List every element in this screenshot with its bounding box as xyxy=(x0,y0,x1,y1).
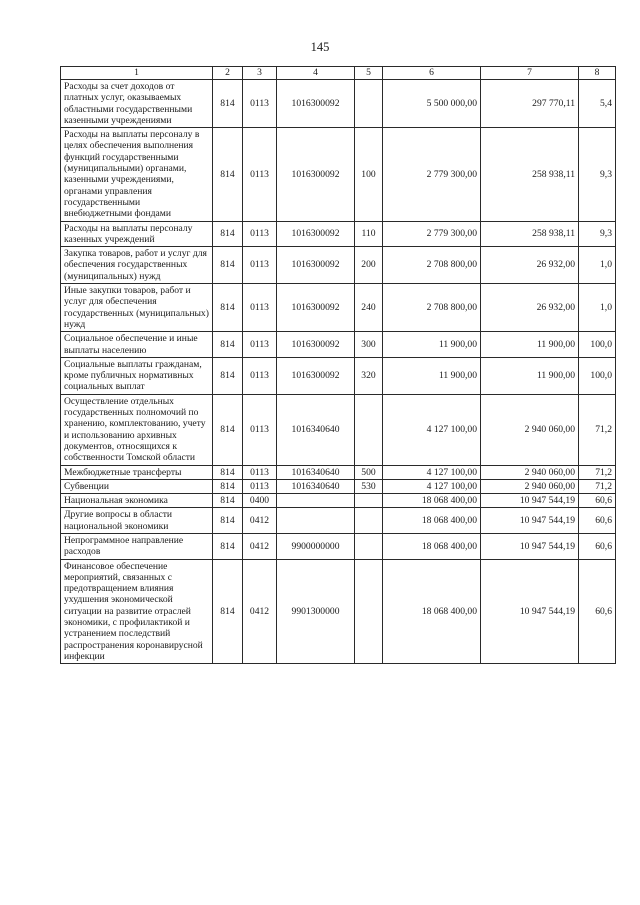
row-grbs-code: 814 xyxy=(213,284,243,332)
row-fact-amount: 2 940 060,00 xyxy=(481,465,579,479)
row-plan-amount: 18 068 400,00 xyxy=(383,508,481,534)
row-grbs-code: 814 xyxy=(213,508,243,534)
row-plan-amount: 2 779 300,00 xyxy=(383,128,481,221)
row-percent: 60,6 xyxy=(579,533,616,559)
row-percent: 1,0 xyxy=(579,284,616,332)
row-percent: 9,3 xyxy=(579,221,616,247)
table-row xyxy=(61,221,616,247)
row-name: Осуществление отдельных государственных полномочий по хранению, комплектованию, учету и использованию архивных документов, относящихся к собственности Томской области xyxy=(61,394,213,465)
budget-table xyxy=(60,66,616,664)
row-section-code: 0113 xyxy=(243,128,277,221)
row-plan-amount: 2 708 800,00 xyxy=(383,284,481,332)
row-grbs-code: 814 xyxy=(213,465,243,479)
table-body xyxy=(61,80,616,664)
row-percent: 71,2 xyxy=(579,465,616,479)
row-grbs-code: 814 xyxy=(213,559,243,664)
row-fact-amount: 11 900,00 xyxy=(481,357,579,394)
row-expense-type: 530 xyxy=(355,479,383,493)
table-row xyxy=(61,80,616,128)
row-name: Национальная экономика xyxy=(61,494,213,508)
row-expense-type: 320 xyxy=(355,357,383,394)
row-target-code: 1016300092 xyxy=(277,332,355,358)
row-name: Закупка товаров, работ и услуг для обеспечения государственных (муниципальных) нужд xyxy=(61,247,213,284)
row-target-code: 1016300092 xyxy=(277,128,355,221)
row-plan-amount: 4 127 100,00 xyxy=(383,394,481,465)
row-section-code: 0113 xyxy=(243,284,277,332)
row-section-code: 0113 xyxy=(243,394,277,465)
row-section-code: 0113 xyxy=(243,357,277,394)
row-percent: 60,6 xyxy=(579,559,616,664)
row-expense-type xyxy=(355,508,383,534)
column-header: 7 xyxy=(481,67,579,80)
table-row xyxy=(61,247,616,284)
row-section-code: 0412 xyxy=(243,508,277,534)
row-target-code: 1016300092 xyxy=(277,357,355,394)
row-name: Расходы на выплаты персоналу казенных учреждений xyxy=(61,221,213,247)
row-fact-amount: 258 938,11 xyxy=(481,128,579,221)
row-name: Иные закупки товаров, работ и услуг для обеспечения государственных (муниципальных) нужд xyxy=(61,284,213,332)
row-plan-amount: 18 068 400,00 xyxy=(383,533,481,559)
row-section-code: 0412 xyxy=(243,559,277,664)
row-section-code: 0113 xyxy=(243,80,277,128)
row-plan-amount: 5 500 000,00 xyxy=(383,80,481,128)
row-percent: 1,0 xyxy=(579,247,616,284)
row-target-code: 1016340640 xyxy=(277,465,355,479)
row-grbs-code: 814 xyxy=(213,221,243,247)
row-percent: 60,6 xyxy=(579,494,616,508)
row-section-code: 0412 xyxy=(243,533,277,559)
row-target-code: 1016340640 xyxy=(277,479,355,493)
row-fact-amount: 10 947 544,19 xyxy=(481,494,579,508)
row-percent: 100,0 xyxy=(579,332,616,358)
row-fact-amount: 26 932,00 xyxy=(481,247,579,284)
row-grbs-code: 814 xyxy=(213,394,243,465)
row-percent: 100,0 xyxy=(579,357,616,394)
row-fact-amount: 2 940 060,00 xyxy=(481,394,579,465)
row-expense-type: 300 xyxy=(355,332,383,358)
table-row xyxy=(61,284,616,332)
column-header: 4 xyxy=(277,67,355,80)
row-expense-type: 200 xyxy=(355,247,383,284)
row-percent: 71,2 xyxy=(579,479,616,493)
column-header: 1 xyxy=(61,67,213,80)
column-header: 3 xyxy=(243,67,277,80)
row-name: Расходы за счет доходов от платных услуг, оказываемых областными государственными казенными учреждениями xyxy=(61,80,213,128)
row-target-code xyxy=(277,508,355,534)
row-name: Социальное обеспечение и иные выплаты населению xyxy=(61,332,213,358)
row-percent: 9,3 xyxy=(579,128,616,221)
table-row xyxy=(61,508,616,534)
row-percent: 71,2 xyxy=(579,394,616,465)
table-row xyxy=(61,479,616,493)
row-expense-type xyxy=(355,80,383,128)
row-expense-type xyxy=(355,559,383,664)
row-plan-amount: 11 900,00 xyxy=(383,357,481,394)
row-expense-type: 240 xyxy=(355,284,383,332)
row-fact-amount: 26 932,00 xyxy=(481,284,579,332)
column-header: 2 xyxy=(213,67,243,80)
row-section-code: 0400 xyxy=(243,494,277,508)
table-row xyxy=(61,533,616,559)
row-target-code: 1016300092 xyxy=(277,247,355,284)
row-name: Финансовое обеспечение мероприятий, связанных с предотвращением влияния ухудшения экономической ситуации на развитие отраслей экономики, с профилактикой и устранением последствий распространения коронавирусной инфекции xyxy=(61,559,213,664)
row-section-code: 0113 xyxy=(243,247,277,284)
column-header: 5 xyxy=(355,67,383,80)
row-name: Субвенции xyxy=(61,479,213,493)
row-fact-amount: 11 900,00 xyxy=(481,332,579,358)
row-plan-amount: 4 127 100,00 xyxy=(383,479,481,493)
row-fact-amount: 297 770,11 xyxy=(481,80,579,128)
row-grbs-code: 814 xyxy=(213,247,243,284)
row-expense-type xyxy=(355,533,383,559)
row-section-code: 0113 xyxy=(243,465,277,479)
row-fact-amount: 2 940 060,00 xyxy=(481,479,579,493)
row-percent: 5,4 xyxy=(579,80,616,128)
row-section-code: 0113 xyxy=(243,479,277,493)
row-expense-type: 110 xyxy=(355,221,383,247)
row-plan-amount: 2 708 800,00 xyxy=(383,247,481,284)
row-grbs-code: 814 xyxy=(213,533,243,559)
row-plan-amount: 4 127 100,00 xyxy=(383,465,481,479)
row-grbs-code: 814 xyxy=(213,479,243,493)
row-fact-amount: 258 938,11 xyxy=(481,221,579,247)
row-plan-amount: 18 068 400,00 xyxy=(383,494,481,508)
column-header: 6 xyxy=(383,67,481,80)
table-row xyxy=(61,332,616,358)
row-expense-type: 100 xyxy=(355,128,383,221)
table-row xyxy=(61,494,616,508)
row-expense-type xyxy=(355,394,383,465)
row-grbs-code: 814 xyxy=(213,332,243,358)
row-plan-amount: 18 068 400,00 xyxy=(383,559,481,664)
row-grbs-code: 814 xyxy=(213,494,243,508)
row-name: Социальные выплаты гражданам, кроме публичных нормативных социальных выплат xyxy=(61,357,213,394)
table-row xyxy=(61,357,616,394)
row-expense-type xyxy=(355,494,383,508)
row-target-code xyxy=(277,494,355,508)
row-section-code: 0113 xyxy=(243,221,277,247)
row-name: Межбюджетные трансферты xyxy=(61,465,213,479)
row-name: Непрограммное направление расходов xyxy=(61,533,213,559)
row-plan-amount: 11 900,00 xyxy=(383,332,481,358)
row-percent: 60,6 xyxy=(579,508,616,534)
row-grbs-code: 814 xyxy=(213,357,243,394)
row-target-code: 1016340640 xyxy=(277,394,355,465)
page-number: 145 xyxy=(310,40,330,54)
row-plan-amount: 2 779 300,00 xyxy=(383,221,481,247)
table-row xyxy=(61,128,616,221)
row-name: Другие вопросы в области национальной экономики xyxy=(61,508,213,534)
row-fact-amount: 10 947 544,19 xyxy=(481,559,579,664)
row-fact-amount: 10 947 544,19 xyxy=(481,508,579,534)
table-header-row xyxy=(61,67,616,80)
table-row xyxy=(61,559,616,664)
table-row xyxy=(61,465,616,479)
row-section-code: 0113 xyxy=(243,332,277,358)
row-grbs-code: 814 xyxy=(213,80,243,128)
column-header: 8 xyxy=(579,67,616,80)
row-expense-type: 500 xyxy=(355,465,383,479)
row-target-code: 9901300000 xyxy=(277,559,355,664)
row-fact-amount: 10 947 544,19 xyxy=(481,533,579,559)
row-target-code: 1016300092 xyxy=(277,284,355,332)
row-name: Расходы на выплаты персоналу в целях обеспечения выполнения функций государственными (муниципальными) органами, казенными учреждениями, органами управления государственными внебюджетными фондами xyxy=(61,128,213,221)
row-target-code: 1016300092 xyxy=(277,80,355,128)
row-grbs-code: 814 xyxy=(213,128,243,221)
row-target-code: 9900000000 xyxy=(277,533,355,559)
table-row xyxy=(61,394,616,465)
row-target-code: 1016300092 xyxy=(277,221,355,247)
